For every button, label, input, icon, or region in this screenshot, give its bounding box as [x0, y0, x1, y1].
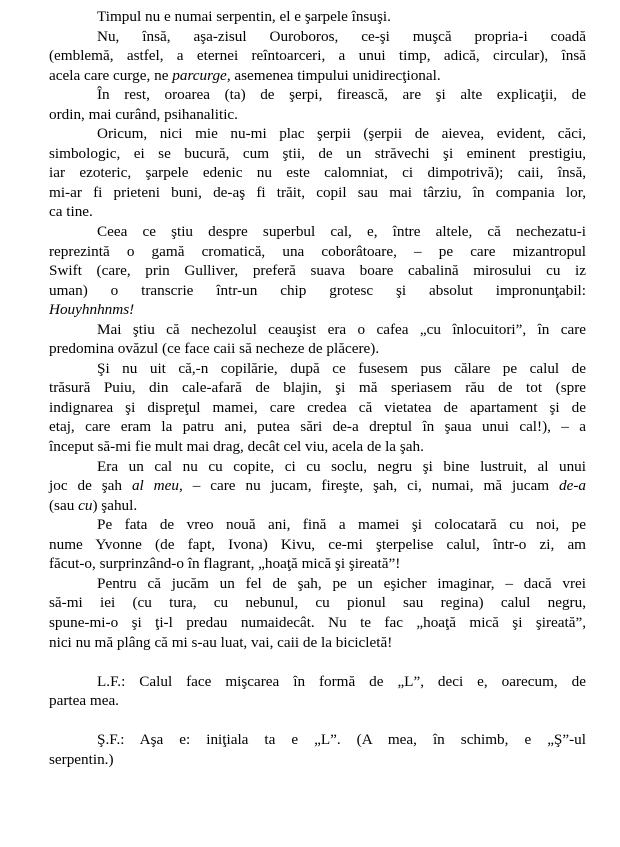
- text-line: Mai ştiu că nechezolul ceauşist era o cafea „cu înlocuitori”, în care: [97, 320, 586, 338]
- text-line: Era un cal nu cu copite, ci cu soclu, negru şi bine lustruit, al unui: [97, 457, 586, 475]
- paragraph: [49, 320, 586, 359]
- paragraph: [49, 222, 586, 320]
- italic-text: cu: [78, 496, 93, 514]
- text-line: ordin, mai curând, psihanalitic.: [49, 105, 238, 123]
- text-line: Ş.F.: Aşa e: iniţiala ta e „L”. (A mea, în schimb, e „Ş”-ul: [97, 731, 586, 749]
- text-segment: acela care curge, ne: [49, 66, 173, 84]
- text-line: (emblemă, astfel, a eternei reîntoarceri, a unui timp, adică, circular), însă: [49, 47, 586, 65]
- paragraph: [49, 27, 586, 86]
- text-line: Swift (care, prin Gulliver, preferă suava boare cabalină mirosului cu iz: [49, 262, 586, 280]
- paragraph: [49, 730, 586, 769]
- text-line: simbologic, ei se bucură, cum ştii, de un străvechi şi eminent prestigiu,: [49, 144, 586, 162]
- text-segment: (sau: [49, 496, 79, 514]
- text-line: Oricum, nici mie nu-mi plac şerpii (şerpii de aievea, evident, căci,: [97, 125, 586, 143]
- text-line: reprezintă o gamă cromatică, una coborâtoare, – pe care mizantropul: [49, 242, 586, 260]
- paragraph: [49, 359, 586, 457]
- text-line: [49, 476, 586, 496]
- italic-text: de-a: [559, 477, 586, 495]
- text-line: uman) o transcrie într-un chip grotesc şi absolut impronunţabil:: [49, 281, 586, 299]
- text-line: L.F.: Calul face mişcarea în formă de „L”, deci e, oarecum, de: [97, 672, 586, 690]
- paragraph: [49, 672, 586, 711]
- text-line: Pentru că jucăm un fel de şah, pe un eşicher imaginar, – dacă vrei: [97, 574, 586, 592]
- paragraph: [49, 124, 586, 222]
- text-line: să-mi iei (cu tura, cu nebunul, cu pionul sau regina) calul negru,: [49, 594, 586, 612]
- text-segment: joc de şah: [49, 477, 132, 495]
- text-line: făcut-o, surprinzând-o în flagrant, „hoaţă mică şi şireată”!: [49, 555, 401, 573]
- text-line: iar ezoteric, şarpele edenic nu este calomniat, ci dimpotrivă); caii, însă,: [49, 164, 586, 182]
- text-line: serpentin.): [49, 750, 114, 768]
- text-line: Ceea ce ştiu despre superbul cal, e, între altele, că nechezatu-i: [97, 223, 586, 241]
- text-line: predomina ovăzul (ce face caii să necheze de plăcere).: [49, 340, 380, 358]
- text-line: [49, 496, 586, 516]
- text-line: [49, 300, 586, 320]
- italic-text: al meu: [131, 477, 179, 495]
- text-line: indignarea şi dispreţul mamei, care credea că vietatea de apartament şi de: [49, 398, 586, 416]
- italic-text: Houyhnhnms!: [49, 301, 135, 319]
- blank-line: [49, 711, 586, 731]
- text-line: În rest, oroarea (ta) de şerpi, firească, are şi alte explicaţii, de: [97, 86, 586, 104]
- blank-line: [49, 652, 586, 672]
- text-segment: , asemenea timpului unidirecţional.: [226, 66, 441, 84]
- text-line: Şi nu uit că,-n copilărie, după ce fusesem pus călare pe calul de: [97, 359, 586, 377]
- text-line: început să-mi fie mult mai drag, decât cel viu, acela de la şah.: [49, 438, 424, 456]
- document-page: [49, 7, 586, 769]
- text-line: [49, 66, 586, 86]
- paragraph: [49, 457, 586, 516]
- text-line: spune-mi-o şi ţi-l predau numaidecât. Nu te fac „hoaţă mică şi şireată”,: [49, 613, 586, 631]
- text-line: nume Yvonne (de fapt, Ivona) Kivu, ce-mi şterpelise calul, într-o zi, am: [49, 535, 586, 553]
- text-line: Pe fata de vreo nouă ani, fină a mamei şi colocatară cu noi, pe: [97, 516, 586, 534]
- text-line: nici nu mă plâng că mi s-au luat, vai, caii de la bicicletă!: [49, 633, 393, 651]
- text-line: mi-ar fi prieteni buni, de-aş fi trăit, copil sau mai târziu, în compania lor,: [49, 183, 586, 201]
- text-line: partea mea.: [49, 692, 119, 710]
- paragraph: [49, 85, 586, 124]
- italic-text: parcurge: [172, 66, 227, 84]
- text-line: etaj, care eram la patru ani, putea sări de-a dreptul în şaua unui cal!), – a: [49, 418, 586, 436]
- text-line: trăsură Puiu, din cale-afară de blajin, şi mă speriasem rău de tot (spre: [49, 379, 586, 397]
- text-line: Timpul nu e numai serpentin, el e şarpele însuşi.: [97, 8, 391, 25]
- text-segment: , – care nu jucam, fireşte, şah, ci, numai, mă jucam: [179, 477, 559, 495]
- text-line: ca tine.: [49, 203, 93, 221]
- paragraph: [49, 574, 586, 652]
- text-line: Nu, însă, aşa-zisul Ouroboros, ce-şi muşcă propria-i coadă: [97, 27, 586, 45]
- paragraph: [49, 7, 586, 27]
- text-segment: ) şahul.: [92, 496, 138, 514]
- paragraph: [49, 515, 586, 574]
